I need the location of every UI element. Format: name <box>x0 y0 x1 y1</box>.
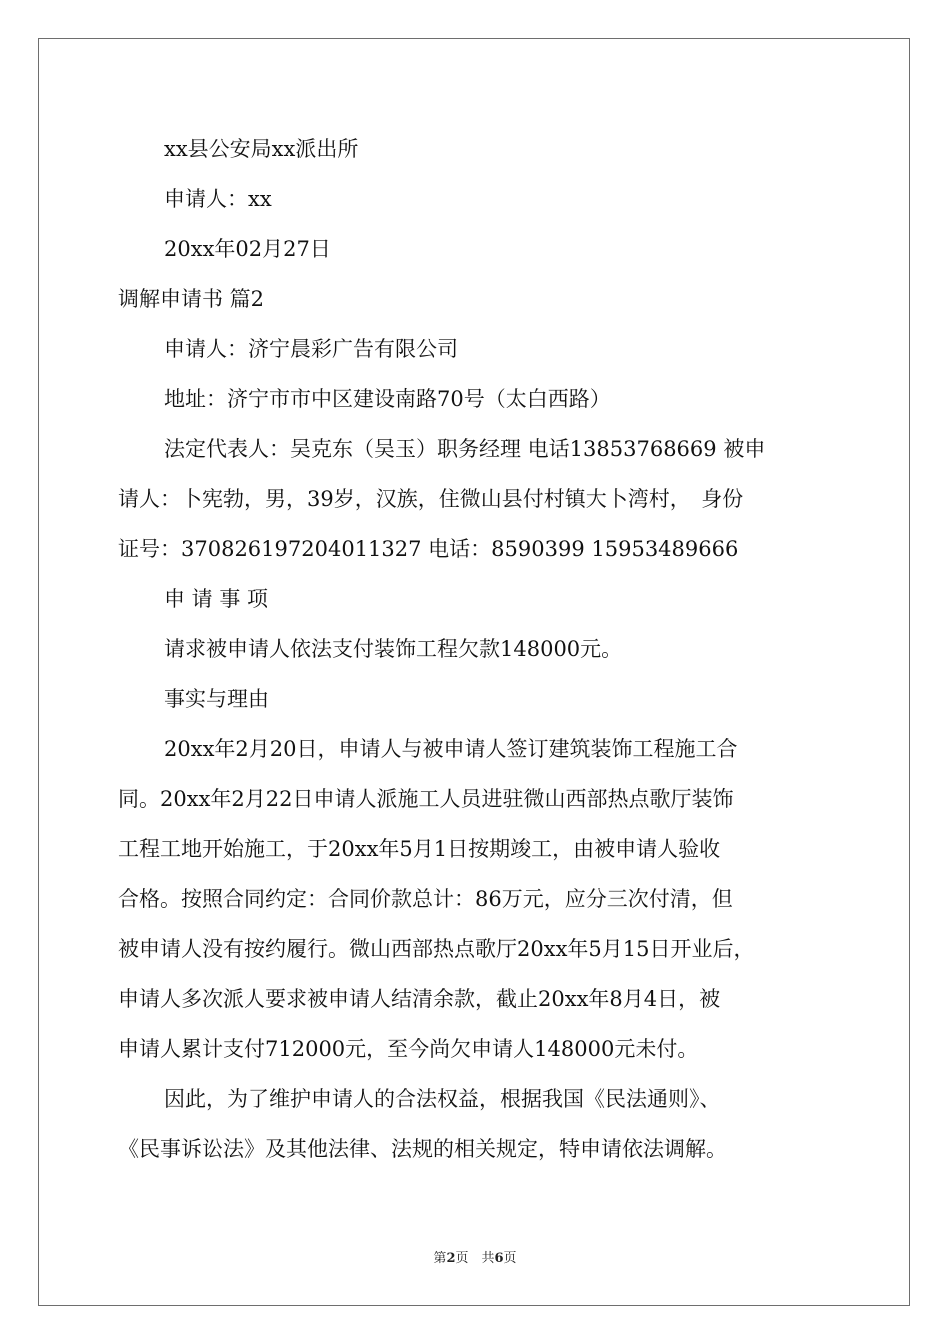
paragraph-line: 被申请人没有按约履行。微山西部热点歌厅20xx年5月15日开业后， <box>118 937 755 961</box>
paragraph-line: 法定代表人：吴克东（吴玉）职务经理 电话13853768669 被申 <box>164 437 766 461</box>
paragraph-line: 申请人多次派人要求被申请人结清余款，截止20xx年8月4日，被 <box>118 987 721 1011</box>
paragraph-line: 因此，为了维护申请人的合法权益，根据我国《民法通则》、 <box>164 1087 721 1111</box>
footer-current-page: 2 <box>446 1251 456 1266</box>
addressee-line: xx县公安局xx派出所 <box>164 137 359 161</box>
applicant-signature-line: 申请人：xx <box>164 187 272 211</box>
paragraph-line: 请人：卜宪勃，男，39岁，汉族，住微山县付村镇大卜湾村， 身份 <box>118 487 744 511</box>
representative-paragraph <box>118 424 834 574</box>
paragraph-line: 合格。按照合同约定：合同价款总计：86万元，应分三次付清，但 <box>118 887 733 911</box>
footer-prefix: 第 <box>433 1251 447 1266</box>
footer-mid: 页 共 <box>455 1251 495 1266</box>
section-heading: 调解申请书 篇2 <box>118 287 265 311</box>
request-heading: 申 请 事 项 <box>164 587 269 611</box>
document-body <box>118 124 834 1174</box>
paragraph-line: 《民事诉讼法》及其他法律、法规的相关规定，特申请依法调解。 <box>118 1137 727 1161</box>
paragraph-line: 20xx年2月20日，申请人与被申请人签订建筑装饰工程施工合 <box>164 737 738 761</box>
page-number-footer <box>0 1247 950 1266</box>
footer-total-pages: 6 <box>494 1251 504 1266</box>
applicant-line: 申请人：济宁晨彩广告有限公司 <box>164 337 458 361</box>
date-line: 20xx年02月27日 <box>164 237 331 261</box>
facts-heading: 事实与理由 <box>164 687 269 711</box>
paragraph-line: 同。20xx年2月22日申请人派施工人员进驻微山西部热点歌厅装饰 <box>118 787 734 811</box>
paragraph-line: 工程工地开始施工，于20xx年5月1日按期竣工，由被申请人验收 <box>118 837 721 861</box>
footer-suffix: 页 <box>503 1251 517 1266</box>
request-line: 请求被申请人依法支付装饰工程欠款148000元。 <box>164 637 623 661</box>
address-line: 地址：济宁市市中区建设南路70号（太白西路） <box>164 387 611 411</box>
paragraph-line: 证号：370826197204011327 电话：8590399 15953489666 <box>118 537 739 561</box>
conclusion-paragraph <box>118 1074 834 1174</box>
paragraph-line: 申请人累计支付712000元，至今尚欠申请人148000元未付。 <box>118 1037 699 1061</box>
facts-paragraph <box>118 724 834 1074</box>
